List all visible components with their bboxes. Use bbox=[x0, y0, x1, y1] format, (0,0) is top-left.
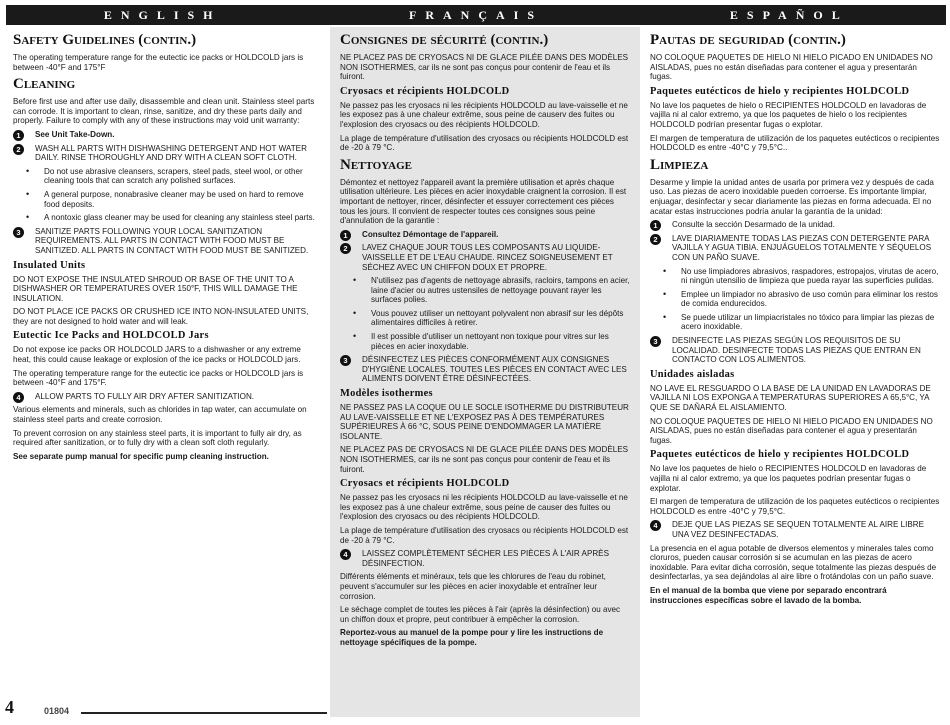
step-number-3: 3 bbox=[13, 227, 24, 238]
pump-note: Reportez-vous au manuel de la pompe pour y lire les instructions de nettoyage spécifiques de la pompe. bbox=[340, 628, 604, 647]
limpieza-title: Limpieza bbox=[650, 156, 709, 173]
document-code: 01804 bbox=[44, 706, 70, 716]
page-number: 4 bbox=[5, 697, 14, 717]
cryosacs-paragraph-1: Ne passez pas les cryosacs ni les récipients HOLDCOLD au lave-vaisselle et ne les exposez pas à une chaleur extrême, sous peine de causerv des fuites ou l'explosion des cryosacs ou des récipients HOLDCOLD. bbox=[340, 100, 628, 129]
consignes-paragraph: NE PLACEZ PAS DE CRYOSACS NI DE GLACE PILÉE DANS DES MODÈLES NON ISOTHERMES, car ils ne sont pas conçus pour contenir de l'eau et ils fuiront. bbox=[340, 53, 629, 82]
step-number-3: 3 bbox=[340, 355, 351, 366]
step-3 bbox=[13, 227, 316, 256]
insulated-paragraph-2: DO NOT PLACE ICE PACKS OR CRUSHED ICE INTO NON-INSULATED UNITS, they are not designed to hold water and will leak. bbox=[13, 307, 309, 326]
limpieza-bullets bbox=[672, 267, 940, 333]
step-number-2: 2 bbox=[13, 144, 24, 155]
paquetes-paragraph-1: No lave los paquetes de hielo o RECIPIENTES HOLDCOLD en lavadoras de vajilla ni al calor extremo, ya que los paquetes de hielo o los recipientes HOLDCOLD podrían presentar fugas o explotar. bbox=[650, 100, 927, 129]
header-espanol: ESPAÑOL bbox=[729, 8, 849, 22]
cryosacs-paragraph-4: La plage de température d'utilisation des cryosacs ou récipients HOLDCOLD est de -20 à 79 °C. bbox=[340, 525, 629, 545]
cryosacs-paragraph-3: Ne passez pas les cryosacs ni les récipients HOLDCOLD au lave-vaisselle et ne les exposez pas à une chaleur extrême, sous peine de causer des fuites ou l'explosion des cryosacs ou des récipients HOLDCOLD. bbox=[340, 493, 628, 522]
step-number-1: 1 bbox=[340, 230, 351, 241]
step-1-text: Consultez Démontage de l'appareil. bbox=[362, 229, 499, 239]
nettoyage-intro: Démontez et nettoyez l'appareil avant la première utilisation et après chaque utilisation ultérieure. Les pièces en acier inoxydable craignent la corrosion. Il est important de nettoyer, rincer, désinfecter et essuyer correctement ces pièces tous les jours. Il convient de respecter toutes ces consignes sous peine d'annulation de la garantie : bbox=[340, 177, 627, 226]
sechage-paragraph: Le séchage complet de toutes les pièces à l'air (après la désinfection) ou avec un chiffon doux et propre, peut contribuer à empêcher la corrosion. bbox=[340, 605, 621, 624]
pump-note: En el manual de la bomba que viene por separado encontrará instrucciones específicas sobre el lavado de la bomba. bbox=[650, 585, 887, 605]
step-4-text: LAISSEZ COMPLÈTEMENT SÉCHER LES PIÈCES À L'AIR APRÈS DÉSINFECTION. bbox=[362, 549, 609, 568]
english-column bbox=[6, 27, 324, 717]
step-number-4: 4 bbox=[13, 392, 24, 403]
step-number-3: 3 bbox=[650, 336, 661, 347]
step-2-text: WASH ALL PARTS WITH DISHWASHING DETERGENT AND HOT WATER DAILY. RINSE THOROUGHLY AND DRY WITH A CLEAN SOFT CLOTH. bbox=[35, 143, 307, 163]
step-3 bbox=[650, 336, 940, 365]
presencia-paragraph: La presencia en el agua potable de diversos elementos y minerales tales como cloruros, pueden causar corrosión si se acumulan en las piezas de acero inoxidable. Para evitar dicha corrosión, seque totalmente las piezas después de desinfectarlas, ya sea dejándolas al aire libre o frotándolas con un paño suave. bbox=[650, 543, 937, 582]
insulated-title: Insulated Units bbox=[13, 259, 86, 271]
cleaning-title: Cleaning bbox=[13, 76, 76, 93]
pautas-paragraph: NO COLOQUE PAQUETES DE HIELO NI HIELO PICADO EN UNIDADES NO AISLADAS, pues no están diseñadas para contener el agua y presentarán fugas. bbox=[650, 53, 933, 82]
paquetes-paragraph-4: El margen de temperatura de utilización de los paquetes eutécticos o recipientes HOLDCOLD es entre -40°C y 79,5°C. bbox=[650, 497, 940, 516]
step-3-text: SANITIZE PARTS FOLLOWING YOUR LOCAL SANITIZATION REQUIREMENTS. ALL PARTS IN CONTACT WITH FOOD MUST BE SANITIZED. ALL PARTS IN CONTACT WITH FOOD MUST BE SANITIZED. bbox=[35, 226, 309, 255]
eutectic-paragraph-2: The operating temperature range for the eutectic ice packs or HOLDCOLD jars is between -40°F and 175°F. bbox=[13, 368, 304, 388]
step-4-text: DEJE QUE LAS PIEZAS SE SEQUEN TOTALMENTE AL AIRE LIBRE UNA VEZ DESINFECTADAS. bbox=[672, 520, 925, 539]
step-1 bbox=[13, 130, 316, 140]
step-3-text: DESINFECTE LAS PIEZAS SEGÚN LOS REQUISITOS DE SU LOCALIDAD. DESINFECTE TODAS LAS PIEZAS QUE ENTRAN EN CONTACTO CON LOS ALIMENTOS. bbox=[672, 336, 921, 365]
unidades-title: Unidades aisladas bbox=[650, 368, 735, 380]
cleaning-bullets bbox=[35, 167, 316, 223]
step-4 bbox=[340, 549, 630, 568]
bullet-item: • Se puede utilizar un limpiacristales no tóxico para limpiar las piezas de acero inoxidable. bbox=[672, 313, 940, 332]
step-2-text: LAVEZ CHAQUE JOUR TOUS LES COMPOSANTS AU LIQUIDE-VAISSELLE ET DE L'EAU CHAUDE. RINCEZ SOIGNEUSEMENT ET SÉCHEZ AVEC UN CHIFFON DOUX ET PROPRE. bbox=[362, 243, 613, 272]
unidades-paragraph-1: NO LAVE EL RESGUARDO O LA BASE DE LA UNIDAD EN LAVADORAS DE VAJILLA NI LOS EXPONGA A TEMPERATURAS SUPERIORES A 65,5°C, YA QUE SE DAÑARÁ EL AISLAMIENTO. bbox=[650, 383, 931, 413]
limpieza-intro: Desarme y limpie la unidad antes de usarla por primera vez y después de cada uso. Las piezas de acero inoxidable pueden corroerse. Es importante limpiar, enjuagar, desinfectar y secar diariamente las piezas en forma adecuada. El no acatar estas instrucciones podría anular la garantía de la unidad: bbox=[650, 177, 934, 216]
nettoyage-bullets bbox=[362, 276, 630, 351]
nettoyage-title: Nettoyage bbox=[340, 156, 412, 173]
step-2 bbox=[340, 243, 630, 272]
insulated-paragraph-1: DO NOT EXPOSE THE INSULATED SHROUD OR BASE OF THE UNIT TO A DISHWASHER OR TEMPERATURES OVER 150°F, THIS WILL DAMAGE THE INSULATION. bbox=[13, 274, 298, 303]
pautas-title: Pautas de seguridad (contin.) bbox=[650, 32, 846, 48]
step-4 bbox=[650, 520, 940, 539]
french-column bbox=[330, 27, 640, 717]
bullet-item: • N'utilisez pas d'agents de nettoyage abrasifs, racloirs, tampons en acier, laine d'acier ou autres ustensiles de nettoyage pouvant rayer les surfaces polies. bbox=[362, 276, 630, 305]
header-english: ENGLISH bbox=[103, 8, 222, 22]
bullet-item: • A nontoxic glass cleaner may be used for cleaning any stainless steel parts. bbox=[35, 213, 316, 223]
footer-rule bbox=[81, 712, 327, 714]
step-2 bbox=[650, 234, 940, 263]
bullet-item: • No use limpiadores abrasivos, raspadores, estropajos, virutas de acero, ni ningún utensilio de limpieza que pueda rayar las superficies pulidas. bbox=[672, 267, 940, 286]
step-3-text: DÉSINFECTEZ LES PIÈCES CONFORMÉMENT AUX CONSIGNES D'HYGIÈNE LOCALES. TOUTES LES PIÈCES EN CONTACT AVEC LES ALIMENTS DOIVENT ÊTRE DÉSINFECTÉES. bbox=[362, 355, 627, 384]
bullet-item: • Emplee un limpiador no abrasivo de uso común para eliminar los restos de comida endurecidos. bbox=[672, 290, 940, 309]
cryosacs-paragraph-2: La plage de température d'utilisation des cryosacs ou récipients HOLDCOLD est de -20 à 79 °C. bbox=[340, 133, 629, 153]
spanish-column bbox=[643, 27, 946, 717]
prevent-paragraph: To prevent corrosion on any stainless steel parts, it is important to fully air dry, as required after sanitization, or to fully dry with a clean soft cloth regularly. bbox=[13, 428, 302, 448]
eutectic-title: Eutectic Ice Packs and HOLDCOLD Jars bbox=[13, 330, 209, 342]
cryosacs-title-1: Cryosacs et récipients HOLDCOLD bbox=[340, 85, 510, 97]
various-paragraph: Various elements and minerals, such as chlorides in tap water, can accumulate on stainless steel parts and create corrosion. bbox=[13, 405, 307, 425]
paquetes-paragraph-2: El margen de temperatura de utilización de los paquetes eutécticos o recipientes HOLDCOLD es entre -40°C y 79,5°C.. bbox=[650, 133, 940, 153]
modeles-paragraph-2: NE PLACEZ PAS DE CRYOSACS NI DE GLACE PILÉE DANS DES MODÈLES NON ISOTHERMES, car ils ne sont pas conçus pour contenir de l'eau et ils fuiront. bbox=[340, 445, 629, 474]
language-header-bar bbox=[6, 5, 946, 25]
step-4 bbox=[13, 392, 316, 402]
step-4-text: ALLOW PARTS TO FULLY AIR DRY AFTER SANITIZATION. bbox=[35, 391, 255, 401]
step-number-2: 2 bbox=[650, 234, 661, 245]
paquetes-title-2: Paquetes eutécticos de hielo y recipientes HOLDCOLD bbox=[650, 449, 910, 461]
differents-paragraph: Différents éléments et minéraux, tels que les chlorures de l'eau du robinet, peuvent s'accumuler sur les pièces en acier inoxydable et entraîner leur corrosion. bbox=[340, 572, 606, 601]
cryosacs-title-2: Cryosacs et récipients HOLDCOLD bbox=[340, 478, 510, 490]
paquetes-paragraph-3: No lave los paquetes de hielo o RECIPIENTES HOLDCOLD en lavadoras de vajilla ni al calor extremo, ya que los paquetes podrían presentar fugas o explotar. bbox=[650, 464, 927, 493]
step-1 bbox=[650, 220, 940, 230]
step-number-4: 4 bbox=[650, 520, 661, 531]
step-number-1: 1 bbox=[13, 130, 24, 141]
safety-title: Safety Guidelines (contin.) bbox=[13, 32, 197, 48]
step-number-4: 4 bbox=[340, 549, 351, 560]
consignes-title: Consignes de sécurité (contin.) bbox=[340, 32, 549, 48]
step-1-text: Consulte la sección Desarmado de la unidad. bbox=[672, 220, 835, 230]
pump-note: See separate pump manual for specific pump cleaning instruction. bbox=[13, 451, 269, 461]
step-2 bbox=[13, 144, 316, 163]
header-francais: FRANÇAIS bbox=[408, 8, 543, 22]
modeles-title: Modèles isothermes bbox=[340, 388, 433, 400]
step-1-text: See Unit Take-Down. bbox=[35, 129, 115, 139]
bullet-item: • Il est possible d'utiliser un nettoyant non toxique pour vitres sur les pièces en acier inoxydable. bbox=[362, 332, 630, 351]
bullet-item: • A general purpose, nonabrasive cleaner may be used on hard to remove food deposits. bbox=[35, 190, 316, 209]
step-1 bbox=[340, 230, 630, 240]
eutectic-paragraph-1: Do not expose ice packs OR HOLDCOLD JARS to a dishwasher or any extreme heat, this could cause leakage or explosion of the ice packs or HOLDCOLD jars. bbox=[13, 345, 301, 365]
step-2-text: LAVE DIARIAMENTE TODAS LAS PIEZAS CON DETERGENTE PARA VAJILLA Y AGUA TIBIA. ENJUÁGUELOS TOTALMENTE Y SÉQUELOS CON UN PAÑO SUAVE. bbox=[672, 233, 932, 262]
safety-paragraph: The operating temperature range for the eutectic ice packs or HOLDCOLD jars is between -40°F and 175°F bbox=[13, 53, 304, 72]
bullet-item: • Vous pouvez utiliser un nettoyant polyvalent non abrasif sur les dépôts alimentaires difficiles à retirer. bbox=[362, 309, 630, 328]
step-number-1: 1 bbox=[650, 220, 661, 231]
modeles-paragraph-1: NE PASSEZ PAS LA COQUE OU LE SOCLE ISOTHERME DU DISTRIBUTEUR AU LAVE-VAISSELLE ET NE L'EXPOSEZ PAS À DES TEMPÉRATURES SUPÉRIEURES À 66 °C, SOUS PEINE D'ENDOMMAGER LA MATIÈRE ISOLANTE. bbox=[340, 403, 629, 441]
bullet-item: • Do not use abrasive cleansers, scrapers, steel pads, steel wool, or other cleaning tools that can scratch any polished surfaces. bbox=[35, 167, 316, 186]
step-number-2: 2 bbox=[340, 243, 351, 254]
step-3 bbox=[340, 355, 630, 384]
unidades-paragraph-2: NO COLOQUE PAQUETES DE HIELO NI HIELO PICADO EN UNIDADES NO AISLADAS, pues no están diseñadas para contener el agua y presentarán fugas. bbox=[650, 416, 933, 445]
paquetes-title-1: Paquetes eutécticos de hielo y recipientes HOLDCOLD bbox=[650, 85, 910, 97]
cleaning-intro: Before first use and after use daily, disassemble and clean unit. Stainless steel parts can corrode. It is important to clean, rinse, sanitize, and dry these parts daily and properly. Failure to comply with any of these instructions may void unit warranty: bbox=[13, 97, 315, 126]
